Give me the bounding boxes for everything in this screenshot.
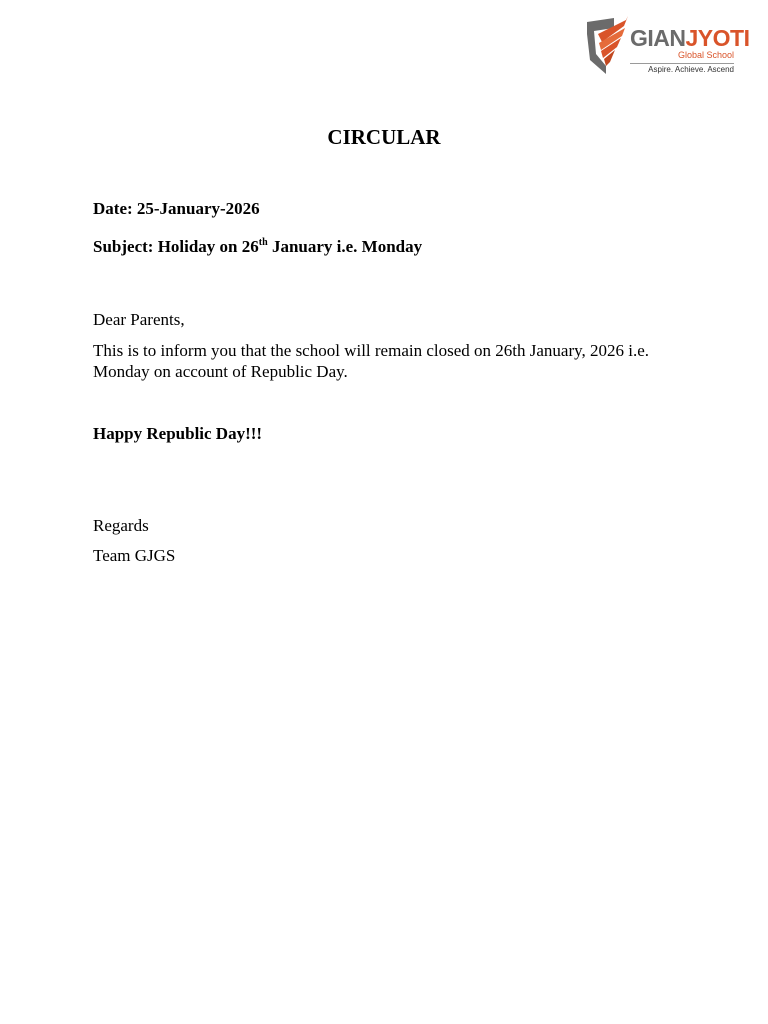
subject-line bbox=[93, 236, 422, 257]
greeting: Happy Republic Day!!! bbox=[93, 424, 263, 443]
subject-superscript: th bbox=[258, 237, 268, 248]
body-paragraph: This is to inform you that the school will remain closed on 26th January, 2026 i.e. Monday on account of Republic Day. bbox=[93, 341, 650, 381]
logo-brand-part1: GIAN bbox=[630, 25, 686, 51]
logo-brand-part2: JYOTI bbox=[685, 25, 750, 51]
logo-subtitle: Global School bbox=[677, 50, 734, 60]
logo-divider bbox=[630, 63, 734, 64]
logo-wordmark bbox=[630, 26, 749, 50]
date-line: Date: 25-January-2026 bbox=[93, 199, 260, 218]
closing: Regards bbox=[93, 516, 149, 535]
subject-suffix: January i.e. Monday bbox=[267, 237, 423, 256]
shield-logo-icon bbox=[584, 14, 632, 76]
subject-prefix: Subject: Holiday on 26 bbox=[93, 237, 259, 256]
school-logo bbox=[584, 14, 750, 76]
logo-tagline: Aspire. Achieve. Ascend bbox=[648, 65, 734, 74]
signature: Team GJGS bbox=[93, 546, 176, 565]
salutation: Dear Parents, bbox=[93, 310, 185, 329]
document-title: CIRCULAR bbox=[327, 125, 441, 149]
